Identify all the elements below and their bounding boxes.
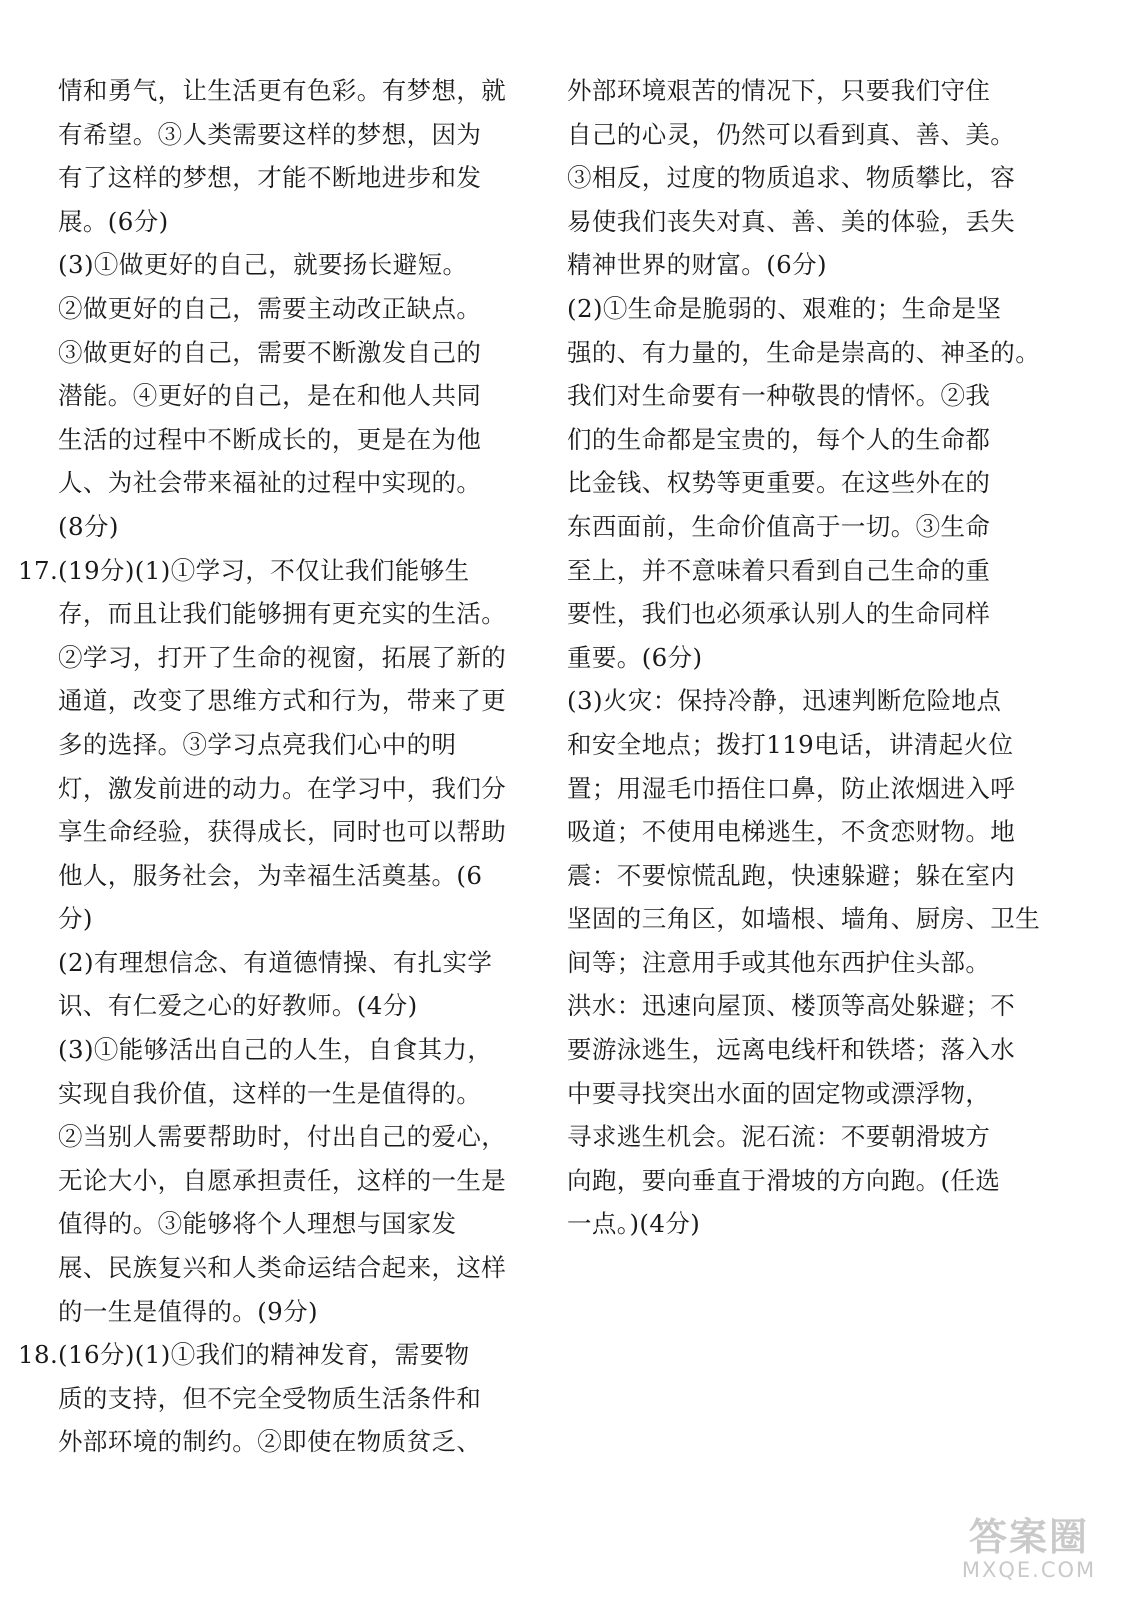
answer-line (18, 592, 507, 636)
answer-text: 享生命经验，获得成长，同时也可以帮助 (58, 817, 507, 847)
answer-line: 我们对生命要有一种敬畏的情怀。②我 (567, 381, 991, 411)
answer-line (18, 505, 478, 549)
answer-line: 间等；注意用手或其他东西护住头部。 (567, 947, 991, 977)
answer-line (18, 1377, 482, 1421)
answer-text: 有希望。③人类需要这样的梦想，因为 (58, 119, 482, 149)
answer-line (18, 984, 478, 1028)
answer-line: 外部环境艰苦的情况下，只要我们守住 (567, 76, 991, 105)
answer-line: 易使我们丧失对真、善、美的体验，丢失 (567, 206, 1016, 236)
answer-line: 要性，我们也必须承认别人的生命同样 (567, 599, 991, 629)
answer-line (18, 331, 482, 375)
answer-line (18, 897, 478, 941)
answer-text: (3)①做更好的自己，就要扬长避短。 (58, 250, 468, 280)
answer-line: (3)火灾：保持冷静，迅速判断危险地点 (567, 686, 1002, 716)
question-number: 17. (18, 555, 59, 585)
answer-text: 多的选择。③学习点亮我们心中的明 (58, 729, 457, 759)
answer-text: (8分) (58, 511, 119, 541)
answer-line (18, 1115, 507, 1159)
answer-line: 重要。(6分) (567, 642, 703, 672)
answer-text: 实现自我价值，这样的一生是值得的。 (58, 1078, 482, 1108)
answer-line: 自己的心灵，仍然可以看到真、善、美。 (567, 119, 1016, 149)
answer-text: 值得的。③能够将个人理想与国家发 (58, 1209, 457, 1239)
answer-text: 无论大小，自愿承担责任，这样的一生是 (58, 1165, 507, 1195)
answer-line: 一点。)(4分) (567, 1209, 701, 1239)
answer-text: 有了这样的梦想，才能不断地进步和发 (58, 163, 482, 193)
answer-line: 至上，并不意味着只看到自己生命的重 (567, 555, 991, 585)
answer-line (18, 69, 507, 113)
answer-line (18, 1290, 478, 1334)
answer-line: 寻求逃生机会。泥石流：不要朝滑坡方 (567, 1122, 991, 1152)
answer-text: 通道，改变了思维方式和行为，带来了更 (58, 686, 507, 716)
answer-line: ③相反，过度的物质追求、物质攀比，容 (567, 163, 1016, 193)
answer-text: (3)①能够活出自己的人生，自食其力， (58, 1035, 493, 1065)
answer-line (18, 1202, 478, 1246)
answer-text: 他人，服务社会，为幸福生活奠基。(6 (58, 860, 483, 890)
answer-line (18, 1072, 482, 1116)
answer-line: 中要寻找突出水面的固定物或漂浮物， (567, 1078, 991, 1108)
answer-line: 向跑，要向垂直于滑坡的方向跑。(任选 (567, 1165, 1001, 1195)
watermark-site-text: MXQE.COM (961, 1558, 1097, 1582)
answer-text: ②当别人需要帮助时，付出自己的爱心， (58, 1122, 507, 1152)
question-number: 18. (18, 1340, 59, 1370)
answer-line (18, 1420, 482, 1464)
left-column (18, 69, 507, 1464)
answer-text: 生活的过程中不断成长的，更是在为他 (58, 424, 482, 454)
answer-line: (2)①生命是脆弱的、艰难的；生命是坚 (567, 293, 1002, 323)
answer-text: 展、民族复兴和人类命运结合起来，这样 (58, 1253, 507, 1283)
watermark-logo-text: 答案圈 (968, 1515, 1089, 1559)
answer-text: 展。(6分) (58, 206, 169, 236)
answer-line: 比金钱、权势等更重要。在这些外在的 (567, 468, 991, 498)
answer-text: 识、有仁爱之心的好教师。(4分) (58, 991, 418, 1021)
answer-text: 质的支持，但不完全受物质生活条件和 (58, 1383, 482, 1413)
answer-text: 存，而且让我们能够拥有更充实的生活。 (58, 599, 507, 629)
answer-text: 外部环境的制约。②即使在物质贫乏、 (58, 1427, 482, 1457)
answer-line: 坚固的三角区，如墙根、墙角、厨房、卫生 (567, 904, 1041, 934)
answer-text: (19分)(1)①学习，不仅让我们能够生 (58, 555, 470, 585)
answer-line: 置；用湿毛巾捂住口鼻，防止浓烟进入呼 (567, 773, 1016, 803)
answer-line (18, 767, 507, 811)
answer-text: ②做更好的自己，需要主动改正缺点。 (58, 293, 482, 323)
answer-line (18, 549, 478, 593)
answer-line (18, 636, 507, 680)
answer-line (18, 418, 482, 462)
answer-line (18, 1159, 507, 1203)
answer-text: 的一生是值得的。(9分) (58, 1296, 319, 1326)
answer-line: 和安全地点；拨打119电话，讲清起火位 (567, 729, 1014, 759)
answer-text: (2)有理想信念、有道德情操、有扎实学 (58, 947, 493, 977)
right-column (567, 69, 1041, 1246)
answer-line (18, 941, 493, 985)
answer-line (18, 679, 507, 723)
answer-line (18, 243, 478, 287)
answer-line (18, 287, 482, 331)
answer-line: 东西面前，生命价值高于一切。③生命 (567, 511, 991, 541)
answer-text: ②学习，打开了生命的视窗，拓展了新的 (58, 642, 507, 672)
watermark-logo (934, 1516, 1124, 1586)
answer-line: 吸道；不使用电梯逃生，不贪恋财物。地 (567, 817, 1016, 847)
answer-line (18, 374, 482, 418)
answer-text: (16分)(1)①我们的精神发育，需要物 (58, 1340, 470, 1370)
answer-text: 潜能。④更好的自己，是在和他人共同 (58, 381, 482, 411)
answer-text: 人、为社会带来福祉的过程中实现的。 (58, 468, 482, 498)
answer-line: 们的生命都是宝贵的，每个人的生命都 (567, 424, 991, 454)
answer-line (18, 854, 483, 898)
answer-line (18, 113, 482, 157)
answer-line (18, 156, 482, 200)
answer-line: 精神世界的财富。(6分) (567, 250, 828, 280)
answer-line (18, 810, 507, 854)
answer-text: ③做更好的自己，需要不断激发自己的 (58, 337, 482, 367)
answer-line (18, 200, 478, 244)
answer-line (18, 1028, 493, 1072)
answer-line (18, 1333, 478, 1377)
answer-line (18, 1246, 507, 1290)
answer-line: 强的、有力量的，生命是崇高的、神圣的。 (567, 337, 1041, 367)
answer-line: 震：不要惊慌乱跑，快速躲避；躲在室内 (567, 860, 1016, 890)
answer-line: 要游泳逃生，远离电线杆和铁塔；落入水 (567, 1035, 1016, 1065)
answer-text: 情和勇气，让生活更有色彩。有梦想，就 (58, 76, 507, 105)
answer-line: 洪水：迅速向屋顶、楼顶等高处躲避；不 (567, 991, 1016, 1021)
answer-line (18, 723, 478, 767)
answer-text: 灯，激发前进的动力。在学习中，我们分 (58, 773, 507, 803)
answer-line (18, 461, 482, 505)
answer-text: 分) (58, 904, 93, 934)
